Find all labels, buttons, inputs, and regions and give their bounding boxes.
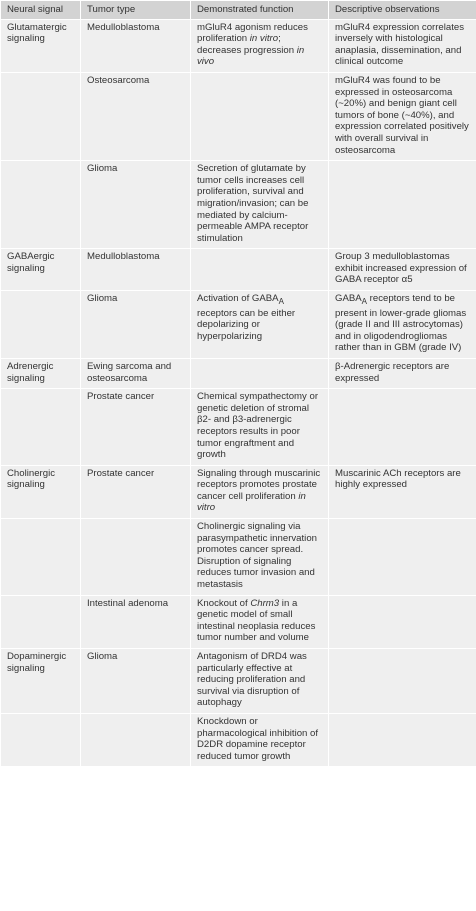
observation-cell [329,161,476,249]
table-row [1,19,476,72]
neural-signal-cell [1,519,81,596]
neural-signal-cell [1,291,81,359]
tumor-type-cell: Prostate cancer [81,389,191,466]
header-row [1,1,476,20]
table-row [1,389,476,466]
header-demonstrated-function: Demonstrated function [191,1,329,20]
neural-signal-cell: Dopaminergic signaling [1,649,81,714]
tumor-type-cell [81,713,191,766]
table-row [1,358,476,388]
tumor-type-cell: Intestinal adenoma [81,595,191,648]
neural-signal-cell [1,595,81,648]
tumor-type-cell: Glioma [81,161,191,249]
tumor-type-cell: Medulloblastoma [81,19,191,72]
header-neural-signal: Neural signal [1,1,81,20]
function-cell [191,249,329,291]
table-row [1,72,476,160]
observation-cell: β-Adrenergic receptors are expressed [329,358,476,388]
observation-cell: $GABA_A$ receptors tend to be present in lower-grade gliomas (grade II and III astrocytomas) and in oligodendrogliomas rather than in GBM (grade IV) [329,291,476,359]
table-row [1,649,476,714]
tumor-type-cell: Ewing sarcoma and osteosarcoma [81,358,191,388]
tumor-type-cell: Prostate cancer [81,465,191,518]
observation-cell [329,389,476,466]
function-cell: Cholinergic signaling via parasympathetic innervation promotes cancer spread. Disruption of signaling reduces tumor invasion and metastasis [191,519,329,596]
function-cell [191,72,329,160]
function-cell [191,358,329,388]
function-cell: mGluR4 agonism reduces proliferation in vitro; decreases progression in vivo [191,19,329,72]
neural-signal-cell [1,389,81,466]
neural-signal-cell: Glutamatergic signaling [1,19,81,72]
header-tumor-type: Tumor type [81,1,191,20]
observation-cell: Muscarinic ACh receptors are highly expressed [329,465,476,518]
function-cell: Secretion of glutamate by tumor cells increases cell proliferation, survival and migration/invasion; can be mediated by calcium-permeable AMPA receptor stimulation [191,161,329,249]
tumor-type-cell: Osteosarcoma [81,72,191,160]
function-cell: Antagonism of DRD4 was particularly effective at reducing proliferation and survival via disruption of autophagy [191,649,329,714]
table-row [1,161,476,249]
table-body [1,19,476,767]
observation-cell: mGluR4 expression correlates inversely with histological anaplasia, dissemination, and clinical outcome [329,19,476,72]
table-row [1,249,476,291]
table-row [1,713,476,766]
observation-cell: Group 3 medulloblastomas exhibit increased expression of GABA receptor α5 [329,249,476,291]
function-cell: Knockdown or pharmacological inhibition of D2DR dopamine receptor reduced tumor growth [191,713,329,766]
function-cell: Signaling through muscarinic receptors promotes prostate cancer cell proliferation in vitro [191,465,329,518]
table-row [1,595,476,648]
observation-cell: mGluR4 was found to be expressed in osteosarcoma (~20%) and benign giant cell tumors of bone (~40%), and expression correlated positively with overall survival in osteosarcoma [329,72,476,160]
observation-cell [329,519,476,596]
neural-signal-cell: Adrenergic signaling [1,358,81,388]
observation-cell [329,713,476,766]
tumor-type-cell: Glioma [81,291,191,359]
neural-signal-cell: GABAergic signaling [1,249,81,291]
neural-signal-cell [1,72,81,160]
observation-cell [329,649,476,714]
neural-signal-cell: Cholinergic signaling [1,465,81,518]
tumor-type-cell: Medulloblastoma [81,249,191,291]
function-cell: Chemical sympathectomy or genetic deletion of stromal β2- and β3-adrenergic receptors results in poor tumor engraftment and growth [191,389,329,466]
header-descriptive-observations: Descriptive observations [329,1,476,20]
function-cell: Knockout of Chrm3 in a genetic model of small intestinal neoplasia reduces tumor number and volume [191,595,329,648]
function-cell: Activation of $GABA_A$ receptors can be either depolarizing or hyperpolarizing [191,291,329,359]
observation-cell [329,595,476,648]
tumor-type-cell [81,519,191,596]
neural-signal-cell [1,713,81,766]
neural-signal-cell [1,161,81,249]
table-row [1,519,476,596]
table-row [1,465,476,518]
table-row [1,291,476,359]
tumor-type-cell: Glioma [81,649,191,714]
